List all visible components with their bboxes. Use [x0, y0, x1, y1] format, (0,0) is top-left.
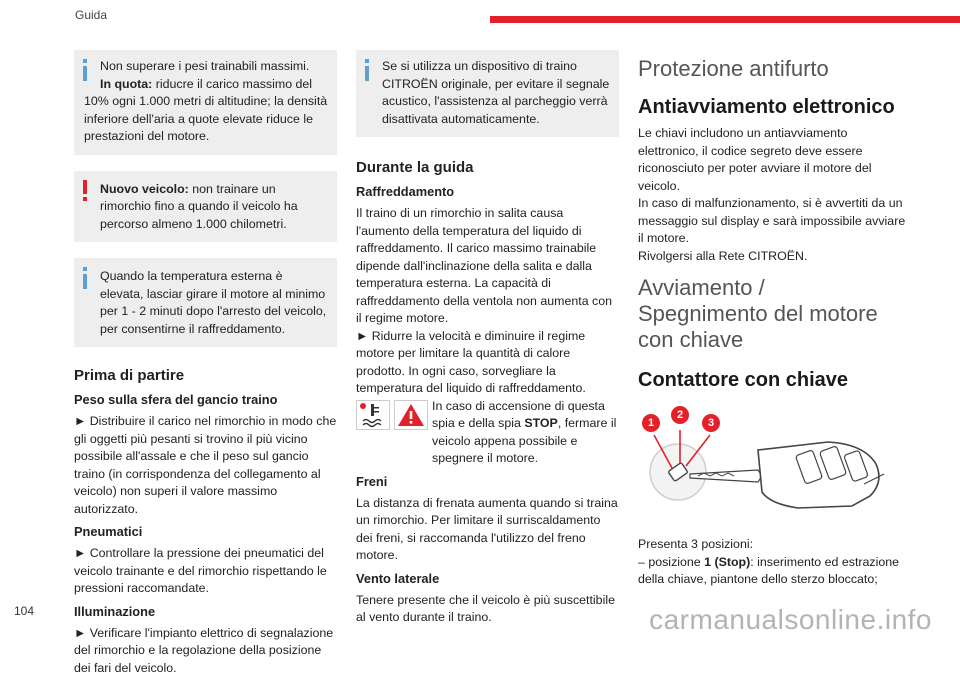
callout-2: 2 — [671, 406, 689, 424]
info-box-temperature — [74, 258, 337, 347]
section-heading: Contattore con chiave — [638, 369, 849, 391]
paragraph: La distanza di frenata aumenta quando si traina un rimorchio. Per limitare il surriscaldamento dei freni, si raccomanda l'utilizzo del freno motore. — [356, 495, 618, 562]
key-illustration — [638, 402, 908, 522]
column-right — [638, 56, 908, 589]
paragraph-text: : inserimento ed estrazione della chiave, piantone dello sterzo bloccato; — [638, 554, 900, 586]
box-label: In quota: — [100, 76, 153, 91]
paragraph: ► Controllare la pressione dei pneumatici del veicolo trainante e del rimorchio rispettando le pressioni raccomandate. — [74, 546, 327, 595]
box-line: Non superare i pesi trainabili massimi. — [100, 59, 310, 73]
paragraph: In caso di malfunzionamento, si è avvertiti da un messaggio sul display e sarà impossibile avviare il motore. — [638, 196, 906, 245]
paragraph: Il traino di un rimorchio in salita causa l'aumento della temperatura del liquido di raffreddamento. Il carico massimo trainabile dipende dall'inclinazione della salita e dalla temperatura esterna. La capacità di raffreddamento della ventola non aumenta con il regime motore. — [356, 206, 613, 325]
paragraph: ► Distribuire il carico nel rimorchio in modo che gli oggetti più pesanti si trovino il più vicino possibile all'assale e che il peso sul gancio traino (in corrispondenza del collegamento al veicolo) non superi il valore massimo autorizzato. — [74, 414, 337, 516]
section-heading: Antiavviamento elettronico — [638, 96, 895, 118]
position-label: 1 (Stop) — [704, 554, 751, 569]
subheading: Pneumatici — [74, 524, 143, 539]
subheading: Peso sulla sfera del gancio traino — [74, 392, 278, 407]
paragraph: ► Verificare l'impianto elettrico di segnalazione del rimorchio e la regolazione della posizione dei fari del veicolo. — [74, 625, 334, 675]
chapter-title: Avviamento / Spegnimento del motore con chiave — [638, 275, 878, 352]
running-header: Guida — [75, 8, 108, 22]
paragraph: Le chiavi includono un antiavviamento elettronico, il codice segreto deve essere riconosciuto per poter avviare il motore del veicolo. — [638, 126, 872, 193]
info-icon — [81, 59, 89, 81]
page-number: 104 — [14, 604, 35, 618]
stop-label: STOP — [524, 416, 558, 430]
paragraph: Presenta 3 posizioni: — [638, 537, 754, 551]
info-box-weights — [74, 50, 337, 155]
box-text: riducre il carico massimo del 10% ogni 1.000 metri di altitudine; la densità inferiore dell'aria a quote elevate riduce le prestazioni del motore. — [84, 76, 328, 143]
box-text: non trainare un rimorchio fino a quando il veicolo ha percorso almeno 1.000 chilometri. — [100, 181, 298, 231]
subheading: Illuminazione — [74, 603, 156, 619]
paragraph-text: , fermare il veicolo appena possibile e spegnere il motore. — [432, 416, 617, 465]
paragraph-positions — [638, 554, 908, 589]
info-box-towing-device — [356, 50, 619, 137]
callout-1: 1 — [642, 414, 660, 432]
header-accent-bar — [490, 16, 960, 23]
paragraph-text: – posizione — [638, 554, 705, 569]
paragraph: ► Ridurre la velocità e diminuire il regime motore per limitare la quantità di calore prodotto. In ogni caso, sorvegliare la temperatura del liquido di raffreddamento. — [356, 328, 586, 395]
subheading: Raffreddamento — [356, 184, 455, 199]
callout-3: 3 — [702, 414, 720, 432]
subheading: Vento laterale — [356, 570, 440, 586]
chapter-title: Protezione antifurto — [638, 56, 829, 81]
coolant-temperature-icon — [356, 400, 390, 430]
section-heading: Durante la guida — [356, 159, 474, 176]
paragraph: Tenere presente che il veicolo è più suscettibile al vento durante il traino. — [356, 592, 615, 624]
warning-box-new-vehicle — [74, 171, 337, 243]
section-heading: Prima di partire — [74, 367, 185, 384]
column-middle — [356, 50, 619, 633]
warning-icon — [81, 180, 89, 202]
watermark: carmanualsonline.info — [649, 604, 932, 635]
box-text: Quando la temperatura esterna è elevata, lasciar girare il motore al minimo per 1 - 2 minuti dopo l'arresto del veicolo, per consentirne il raffreddamento. — [100, 269, 327, 336]
paragraph: Rivolgersi alla Rete CITROËN. — [638, 248, 808, 263]
info-icon — [81, 267, 89, 289]
box-text: Se si utilizza un dispositivo di traino CITROËN originale, per evitare il segnale acustico, l'assistenza al parcheggio verrà disattivata automaticamente. — [382, 59, 610, 126]
info-icon — [363, 59, 371, 81]
warning-lamp-row — [356, 398, 619, 468]
box-label: Nuovo veicolo: — [100, 181, 189, 196]
paragraph-text: In caso di accensione di questa spia e della spia — [432, 398, 605, 430]
subheading: Freni — [356, 473, 388, 489]
column-left — [74, 50, 337, 683]
stop-warning-icon — [394, 400, 428, 430]
